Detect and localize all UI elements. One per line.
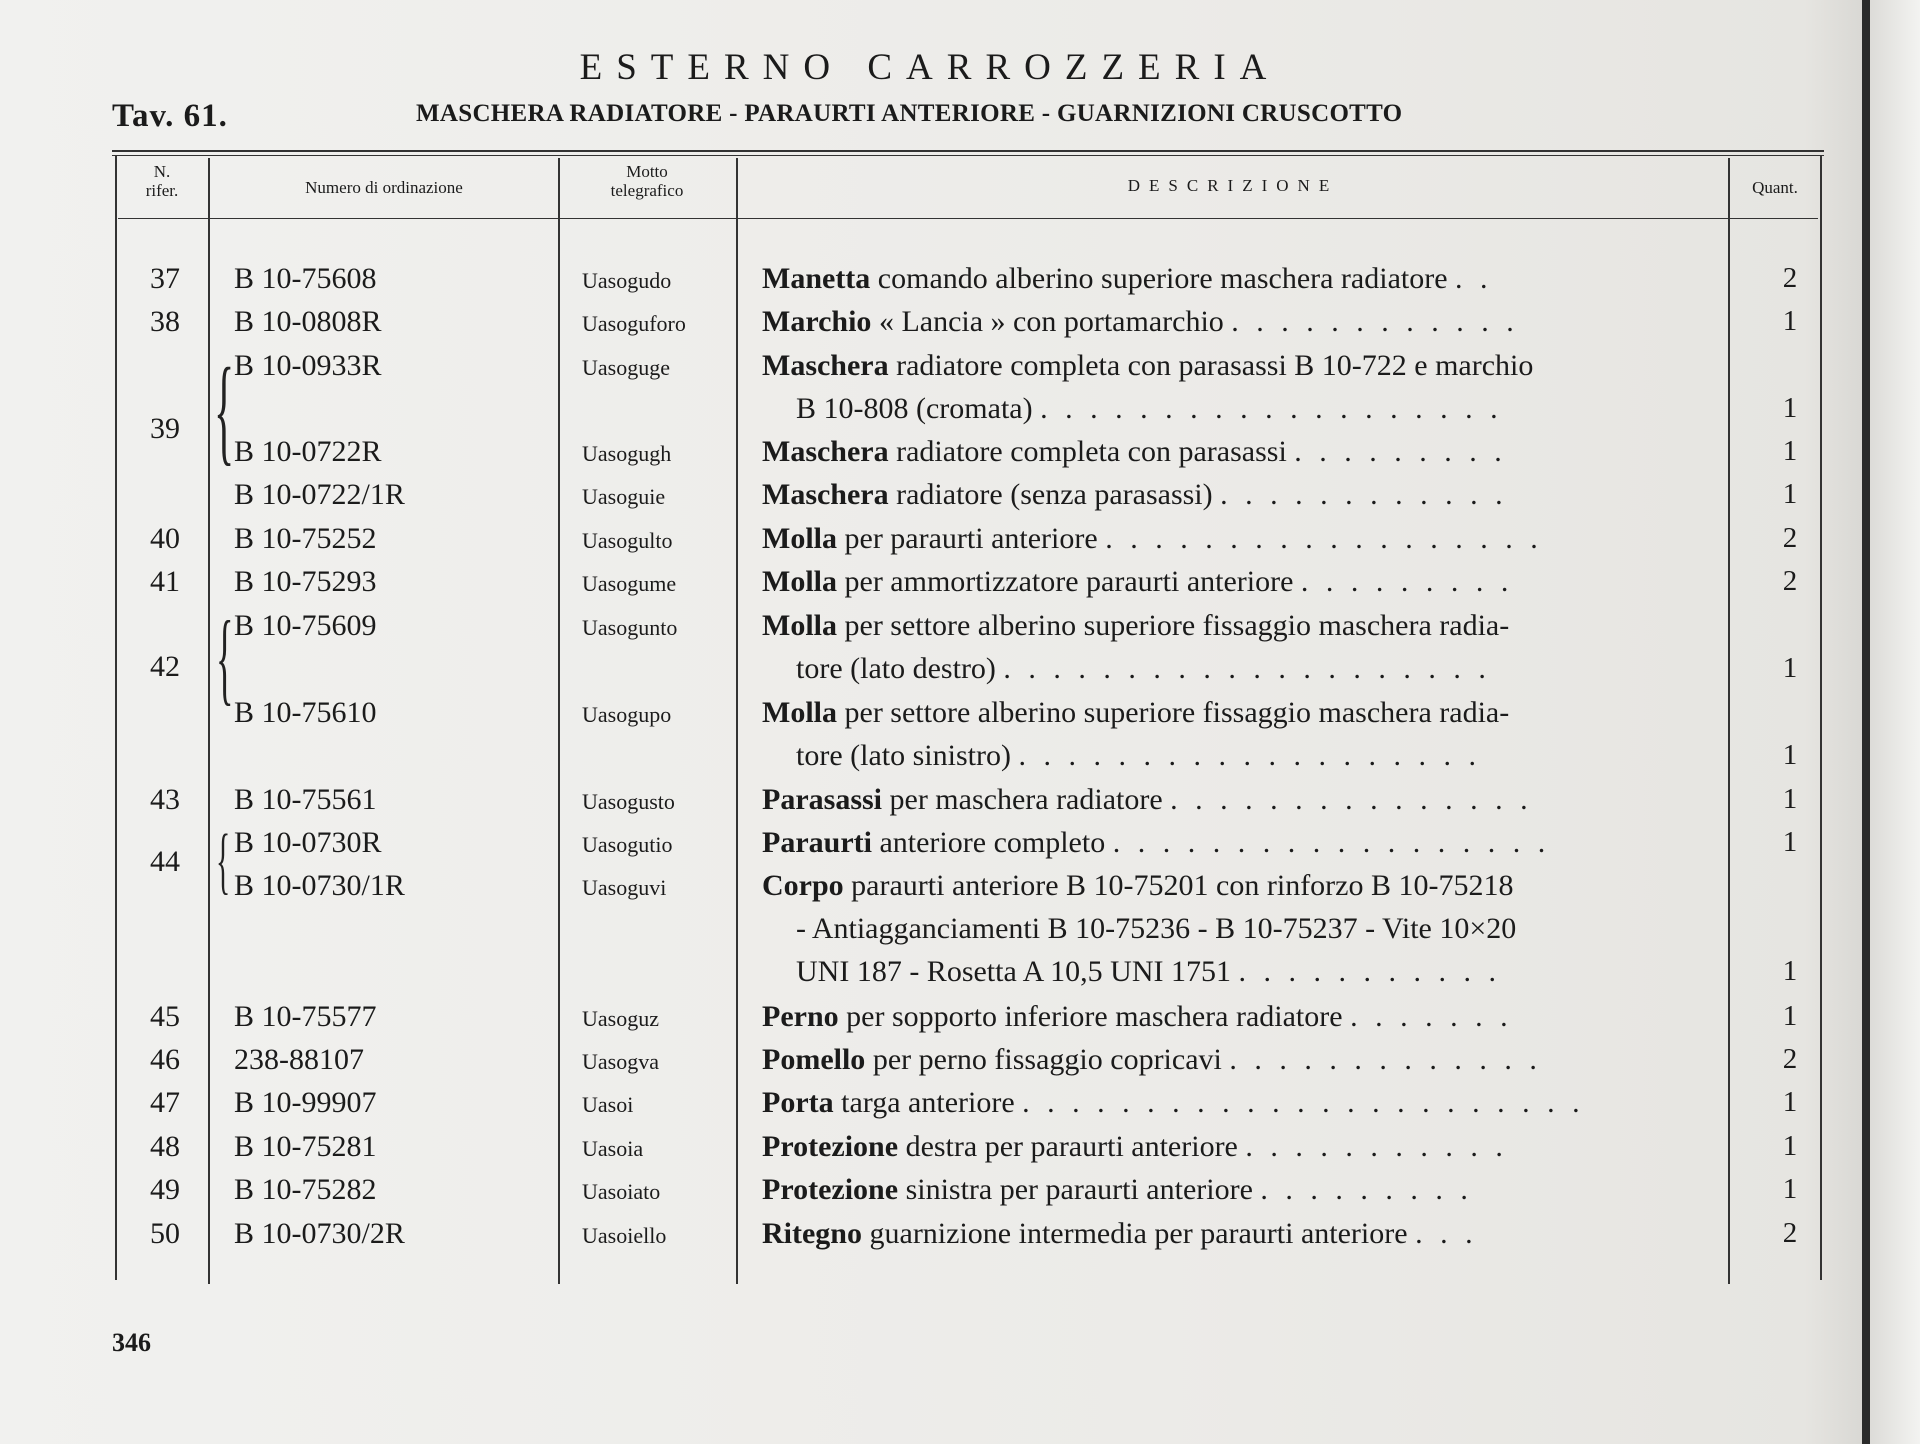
row-motto: Uasogva <box>582 1049 659 1074</box>
description-text: radiatore (senza parasassi) <box>896 478 1213 511</box>
leader-dots: . . . . . . . . . . . . . . . . . . <box>1105 522 1543 555</box>
description-text: UNI 187 - Rosetta A 10,5 UNI 1751 <box>796 955 1231 988</box>
row-order-number: B 10-75561 <box>234 783 377 816</box>
leader-dots: . . . . . . . . . . . . . . . . . . . . . . . <box>1022 1086 1585 1119</box>
description-keyword: Maschera <box>762 349 889 382</box>
description-keyword: Corpo <box>762 869 844 902</box>
leader-dots: . . . . . . . . . . . . . . . . . . . <box>1018 739 1481 772</box>
row-quantity: 1 <box>1782 739 1798 771</box>
row-motto: Uasogutio <box>582 832 673 857</box>
description-text: per paraurti anteriore <box>844 522 1098 555</box>
description-text: destra per paraurti anteriore <box>905 1130 1238 1163</box>
row-order-number: B 10-0722/1R <box>234 478 405 511</box>
row-description <box>796 739 1748 773</box>
row-order-number: B 10-0808R <box>234 305 382 338</box>
description-text: - Antiagganciamenti B 10-75236 - B 10-75237 - Vite 10×20 <box>796 912 1517 945</box>
row-description <box>762 1130 1714 1164</box>
header-bottom-rule <box>118 218 1818 219</box>
row-quantity: 1 <box>1782 1173 1798 1205</box>
description-keyword: Pomello <box>762 1043 866 1076</box>
description-text: per settore alberino superiore fissaggio maschera radia- <box>844 696 1510 729</box>
description-text: tore (lato sinistro) <box>796 739 1011 772</box>
row-description <box>762 696 1714 730</box>
row-motto: Uasoguz <box>582 1006 659 1031</box>
description-text: per perno fissaggio copricavi <box>872 1043 1222 1076</box>
row-quantity: 2 <box>1782 565 1798 597</box>
row-description <box>762 262 1714 296</box>
row-quantity: 1 <box>1782 826 1798 858</box>
leader-dots: . . . . . . . . . <box>1300 565 1514 598</box>
leader-dots: . . . . . . . . . <box>1294 435 1507 468</box>
row-motto: Uasogudo <box>582 268 672 293</box>
header-quantity: Quant. <box>1752 178 1798 197</box>
table-top-rule <box>112 150 1824 152</box>
row-quantity: 2 <box>1782 1043 1798 1075</box>
description-text: comando alberino superiore maschera radiatore <box>877 262 1448 295</box>
row-quantity: 1 <box>1782 435 1798 467</box>
row-order-number: B 10-0722R <box>234 435 382 468</box>
row-motto: Uasoi <box>582 1092 634 1117</box>
row-order-number: B 10-75608 <box>234 262 377 295</box>
row-order-number: B 10-0730/2R <box>234 1217 405 1250</box>
row-motto: Uasoiato <box>582 1179 661 1204</box>
description-keyword: Protezione <box>762 1173 899 1206</box>
group-brace-39: { <box>214 343 235 476</box>
leader-dots: . . . . . . . . . . . . <box>1231 305 1519 338</box>
page-edge-shadow <box>1862 0 1870 1444</box>
header-description: DESCRIZIONE <box>1127 176 1339 195</box>
row-description <box>762 565 1714 599</box>
row-motto: Uasoguvi <box>582 875 667 900</box>
row-quantity: 1 <box>1782 783 1798 815</box>
row-motto: Uasogume <box>582 571 677 596</box>
leader-dots: . . . . . . . . . <box>1260 1173 1473 1206</box>
row-quantity: 1 <box>1782 478 1798 510</box>
row-description <box>762 305 1714 339</box>
leader-dots: . . . . . . . . . . . . . . . . . . <box>1112 826 1551 859</box>
description-keyword: Molla <box>762 565 837 598</box>
row-motto: Uasoia <box>582 1136 644 1161</box>
col-divider-6 <box>1820 156 1822 1280</box>
row-description <box>796 912 1748 946</box>
description-text: radiatore completa con parasassi B 10-722 e marchio <box>896 349 1534 382</box>
row-motto: Uasoguie <box>582 484 666 509</box>
row-motto: Uasogunto <box>582 615 678 640</box>
row-ref: 47 <box>150 1086 180 1119</box>
row-ref: 38 <box>150 305 180 338</box>
row-motto: Uasogupo <box>582 702 672 727</box>
row-ref: 37 <box>150 262 180 295</box>
row-description <box>796 392 1748 426</box>
row-ref: 45 <box>150 1000 180 1033</box>
description-text: B 10-808 (cromata) <box>796 392 1033 425</box>
leader-dots: . . . . . . . . . . . . . . . . . . . . <box>1003 652 1491 685</box>
description-keyword: Molla <box>762 696 837 729</box>
description-text: per maschera radiatore <box>889 783 1163 816</box>
row-description <box>762 478 1714 512</box>
description-keyword: Parasassi <box>762 783 882 816</box>
row-order-number: B 10-75609 <box>234 609 377 642</box>
description-keyword: Ritegno <box>762 1217 862 1250</box>
leader-dots: . . . . . . . . . . . . <box>1220 478 1508 511</box>
row-description <box>762 1173 1714 1207</box>
row-order-number: B 10-75282 <box>234 1173 377 1206</box>
row-description <box>762 1086 1714 1120</box>
row-description <box>762 869 1714 903</box>
leader-dots: . . . . . . . . . . . . . <box>1229 1043 1542 1076</box>
description-text: per sopporto inferiore maschera radiatore <box>846 1000 1343 1033</box>
row-order-number: B 10-75281 <box>234 1130 377 1163</box>
row-quantity: 2 <box>1782 1217 1798 1249</box>
description-text: « Lancia » con portamarchio <box>878 305 1224 338</box>
description-keyword: Paraurti <box>762 826 872 859</box>
group-brace-42: { <box>216 600 234 715</box>
row-quantity: 1 <box>1782 305 1798 337</box>
row-quantity: 1 <box>1782 1130 1798 1162</box>
header-ref-line1: N. <box>153 162 171 181</box>
leader-dots: . . . . . . . <box>1350 1000 1513 1033</box>
row-motto: Uasoguge <box>582 355 670 380</box>
row-quantity: 1 <box>1782 1086 1798 1118</box>
description-keyword: Marchio <box>762 305 872 338</box>
row-motto: Uasogusto <box>582 789 675 814</box>
description-text: per ammortizzatore paraurti anteriore <box>844 565 1294 598</box>
row-ref: 49 <box>150 1173 180 1206</box>
row-description <box>762 1043 1714 1077</box>
leader-dots: . . . . . . . . . . . <box>1245 1130 1508 1163</box>
col-divider-4 <box>736 158 738 1284</box>
description-text: guarnizione intermedia per paraurti anteriore <box>869 1217 1408 1250</box>
header-ref <box>118 162 206 200</box>
row-description <box>762 349 1714 383</box>
row-order-number: B 10-0730/1R <box>234 869 405 902</box>
col-divider-5 <box>1728 158 1730 1284</box>
description-keyword: Porta <box>762 1086 834 1119</box>
header-ref-line2: rifer. <box>145 181 179 200</box>
row-description <box>762 609 1714 643</box>
leader-dots: . . . . . . . . . . . . . . . <box>1170 783 1533 816</box>
description-text: anteriore completo <box>879 826 1106 859</box>
row-order-number: B 10-75610 <box>234 696 377 729</box>
row-quantity: 1 <box>1782 392 1798 424</box>
description-text: targa anteriore <box>841 1086 1015 1119</box>
description-keyword: Maschera <box>762 435 889 468</box>
row-description <box>796 652 1748 686</box>
row-quantity: 2 <box>1782 522 1798 554</box>
row-motto: Uasogugh <box>582 441 672 466</box>
row-quantity: 2 <box>1782 262 1798 294</box>
row-order-number: B 10-99907 <box>234 1086 377 1119</box>
row-description <box>762 826 1714 860</box>
description-text: tore (lato destro) <box>796 652 996 685</box>
row-order-number: B 10-75252 <box>234 522 377 555</box>
row-quantity: 1 <box>1782 1000 1798 1032</box>
row-description <box>762 522 1714 556</box>
row-ref: 43 <box>150 783 180 816</box>
description-keyword: Molla <box>762 522 837 555</box>
row-description <box>762 1000 1714 1034</box>
row-motto: Uasoiello <box>582 1223 667 1248</box>
group-ref-42: 42 <box>150 650 180 683</box>
leader-dots: . . . . . . . . . . . <box>1238 955 1501 988</box>
header-motto-line1: Motto <box>626 162 668 181</box>
row-description <box>762 1217 1714 1251</box>
header-motto <box>560 162 734 200</box>
description-keyword: Manetta <box>762 262 871 295</box>
group-ref-44: 44 <box>150 845 180 878</box>
description-text: per settore alberino superiore fissaggio maschera radia- <box>844 609 1510 642</box>
row-description <box>762 783 1714 817</box>
leader-dots: . . . <box>1415 1217 1478 1250</box>
table-top-rule-2 <box>112 155 1824 156</box>
row-ref: 41 <box>150 565 180 598</box>
group-brace-44: { <box>216 820 231 902</box>
table-subtitle: MASCHERA RADIATORE - PARAURTI ANTERIORE - GUARNIZIONI CRUSCOTTO <box>416 100 1403 127</box>
description-keyword: Molla <box>762 609 837 642</box>
row-ref: 48 <box>150 1130 180 1163</box>
col-divider-1 <box>115 156 117 1280</box>
row-order-number: B 10-0730R <box>234 826 382 859</box>
leader-dots: . . . . . . . . . . . . . . . . . . . <box>1040 392 1503 425</box>
table-label: Tav. 61. <box>112 98 228 134</box>
row-description <box>762 435 1714 469</box>
section-title: ESTERNO CARROZZERIA <box>579 47 1281 88</box>
description-keyword: Perno <box>762 1000 839 1033</box>
row-order-number: B 10-75293 <box>234 565 377 598</box>
row-ref: 46 <box>150 1043 180 1076</box>
row-quantity: 1 <box>1782 955 1798 987</box>
header-motto-line2: telegrafico <box>610 181 684 200</box>
leader-dots: . . <box>1455 262 1493 295</box>
group-ref-39: 39 <box>150 412 180 445</box>
header-order-number: Numero di ordinazione <box>305 178 463 197</box>
row-ref: 40 <box>150 522 180 555</box>
row-quantity: 1 <box>1782 652 1798 684</box>
description-keyword: Protezione <box>762 1130 899 1163</box>
row-motto: Uasogulto <box>582 528 673 553</box>
description-keyword: Maschera <box>762 478 889 511</box>
description-text: paraurti anteriore B 10-75201 con rinforzo B 10-75218 <box>851 869 1514 902</box>
description-text: radiatore completa con parasassi <box>896 435 1287 468</box>
row-ref: 50 <box>150 1217 180 1250</box>
col-divider-3 <box>558 158 560 1284</box>
row-description <box>796 955 1748 989</box>
row-order-number: B 10-0933R <box>234 349 382 382</box>
page-number: 346 <box>112 1328 151 1357</box>
row-order-number: B 10-75577 <box>234 1000 377 1033</box>
row-order-number: 238-88107 <box>234 1043 364 1076</box>
description-text: sinistra per paraurti anteriore <box>905 1173 1253 1206</box>
row-motto: Uasoguforo <box>582 311 686 336</box>
